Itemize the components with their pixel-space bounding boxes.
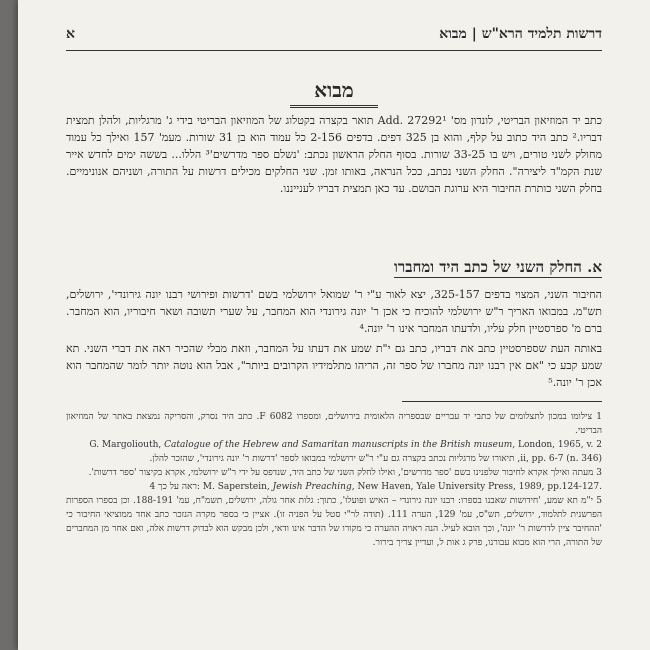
section-title <box>66 78 602 108</box>
footnote-author: 4 ראה על כך: M. Saperstein, <box>149 482 270 492</box>
footnote-divider <box>402 401 602 402</box>
body-paragraph-2: באותה העת שספרסטיין כתב את דבריו, כתב גם י"ת שמע את דעתו על המחבר, וזאת מבלי שהכיר ראה את דברי השני. תא שמע קבע כי "אם אין רבנו יונה מחברו של ספר זה, הריהו מתלמידיו הקרובים ביותר", אבל הוא נוטה יותר לומר שהמחבר הוא אכן ר' יונה.⁵ <box>66 342 602 389</box>
running-head <box>66 24 602 51</box>
section-title-text: מבוא <box>290 78 377 108</box>
footnote <box>66 438 602 452</box>
subsection-title-text: א. החלק השני של כתב היד ומחברו <box>394 258 602 276</box>
footnote-book-title: Jewish Preaching, <box>272 482 355 492</box>
footnote: ii, pp. 6-7 (n. 346), תיאורו של מרגליות נכתב בקצרה גם ע"י ר"ש ירושלמי במבואו לספר 'דרשות ר' יונה גירונדי', שהזכר להלן. <box>149 454 602 464</box>
page-number: א <box>66 26 75 42</box>
running-head-title: דרשות תלמיד הרא"ש | מבוא <box>439 26 602 42</box>
footnote: 5 י"מ תא שמע, 'חידושות שאבנו בספרו: רבנו יונה גירונדי – האיש ופועלו', כתוך: גלות אחר גולה, ירושלים, תשמ"ח, עמ' 188-191. וכן בספרו הספרות הפרשנית לתלמוד, ירושלים, תש"ס, עמ' 129, הערה 111. (תודה לר"י סטל על הפניה זו). אציין כי בספר מקרה הנזכר כתב אחד ממוציאי החיבור כי 'ההחיבר ציין לדרשות ר' יונה', וכך הובא לעיל. הנה ראויה ההערה כי מקורו של הדבר אינו ודאי, ולכן מבקש הוא לבדוק דרשות אלה, ואם אחר מן המחברים של התורה, הרי הוא מבוא עבורנו, פרק ג אות ל, ועדיין צריך בירור. <box>66 496 603 548</box>
footnote <box>66 480 602 494</box>
footnotes <box>66 410 602 550</box>
footnote: 1 צילומו במכון לתצלומים של כתבי יד עבריים שבספריה הלאומית בירושלים, ומספרו F 6082. כתב היד נסרק, והסריקה נמצאת באתר של המוזיאון הבריטי. <box>66 412 602 436</box>
footnote: 3 מעתה ואילך אקרא לחיבור שלפנינו בשם 'ספר מדרשים', ואילו לחלק השני של כתב היד, שנדפס על ידי ר"ש ירושלמי, אקרא בקיצור 'ספר דרשות'. <box>88 468 602 478</box>
book-page <box>18 0 650 650</box>
subsection-title <box>66 258 602 277</box>
footnote-book-title: Catalogue of the Hebrew and Samaritan manuscripts in the British museum, <box>164 440 516 450</box>
footnote-author: G. Margoliouth, <box>89 440 162 450</box>
footnote-publication: London, 1965, v. 2 <box>518 440 602 450</box>
footnote-publication: New Haven, Yale University Press, 1989, pp.124-127. <box>357 482 602 492</box>
body-paragraph-1: החיבור השני, המצוי בדפים 325-157, יצא לאור ע"י ר' שמואל ירושלמי בשם 'דרשות ופירושי רבנו יונה גירונדי', ירושלים, תש"מ. במבואו האריך ר"ש ירושלמי להוכיח כי אכן ר' יונה גירונדי הוא המחבר, על שערי תשובה ושאר חיבוריו, הוא המחבר. ברם מ' ספרסטיין חלק עליו, ולדעתו המחבר אינו ר' יונה.⁴ <box>66 288 602 335</box>
intro-paragraph: כתב יד המוזיאון הבריטי, לונדון מס' Add. 27292¹ תואר בקצרה בקטלוג של המוזיאון הבריטי בידי ג' מרגליות, ולהלן תמצית דבריו.² כתב היד כתוב על קלף, והוא בן 325 דפים. בדפים 2-156 כל עמוד הוא בן 31 שורות. מעמ' 157 ואילך כל עמוד מחולק לשני טורים, ויש בו 33-25 שורות. בסוף החלק הראשון נכתב: 'נשלם ספר מדרשים'³ הללו... בששה ימים לחדש אייר שנת הקמ"ד ליצירה". החלק השני נכתב, ככל הנראה, באותו זמן. שני החלקים מכילים דרשות על התורה, ושניהם אנונימיים. בחלק השני כותרת החיבור היא ערוגת הבושם. עד כאן תמצית דבריו לענייננו. <box>66 114 602 195</box>
